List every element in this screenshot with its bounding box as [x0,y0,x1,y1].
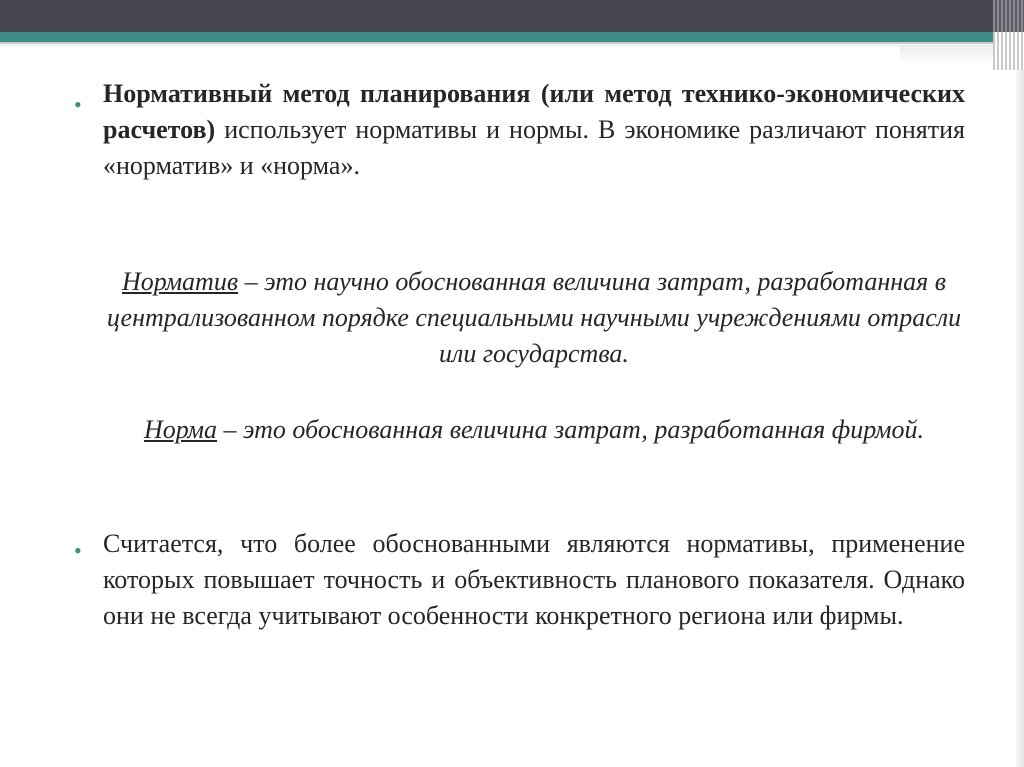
definition-normative-term: Норматив [121,267,239,296]
bullet-paragraph-2 [103,526,965,634]
bullet-paragraph-1 [103,76,965,184]
definition-normative-text: – это научно обоснованная величина затрат, разработанная в централизованном порядке специальными научными учреждениями отрасли или государства. [106,267,962,368]
definition-norm [103,412,965,448]
definition-normative [103,264,965,372]
definition-norm-text: – это обоснованная величина затрат, разработанная фирмой. [217,415,925,444]
bullet-1-text: использует нормативы и нормы. В экономике различают понятия «норматив» и «норма». [103,115,965,180]
bullet-marker: • [74,92,82,117]
bullet-marker: • [74,538,82,563]
definition-norm-term: Норма [143,415,218,444]
bullet-2-text: Считается, что более обоснованными являются нормативы, применение которых повышает точность и объективность планового показателя. Однако они не всегда учитывают особенности конкретного региона или фирмы. [103,529,965,630]
bullet-1-bold-text: Нормативный метод планирования (или метод технико-экономических расчетов) [103,79,965,144]
